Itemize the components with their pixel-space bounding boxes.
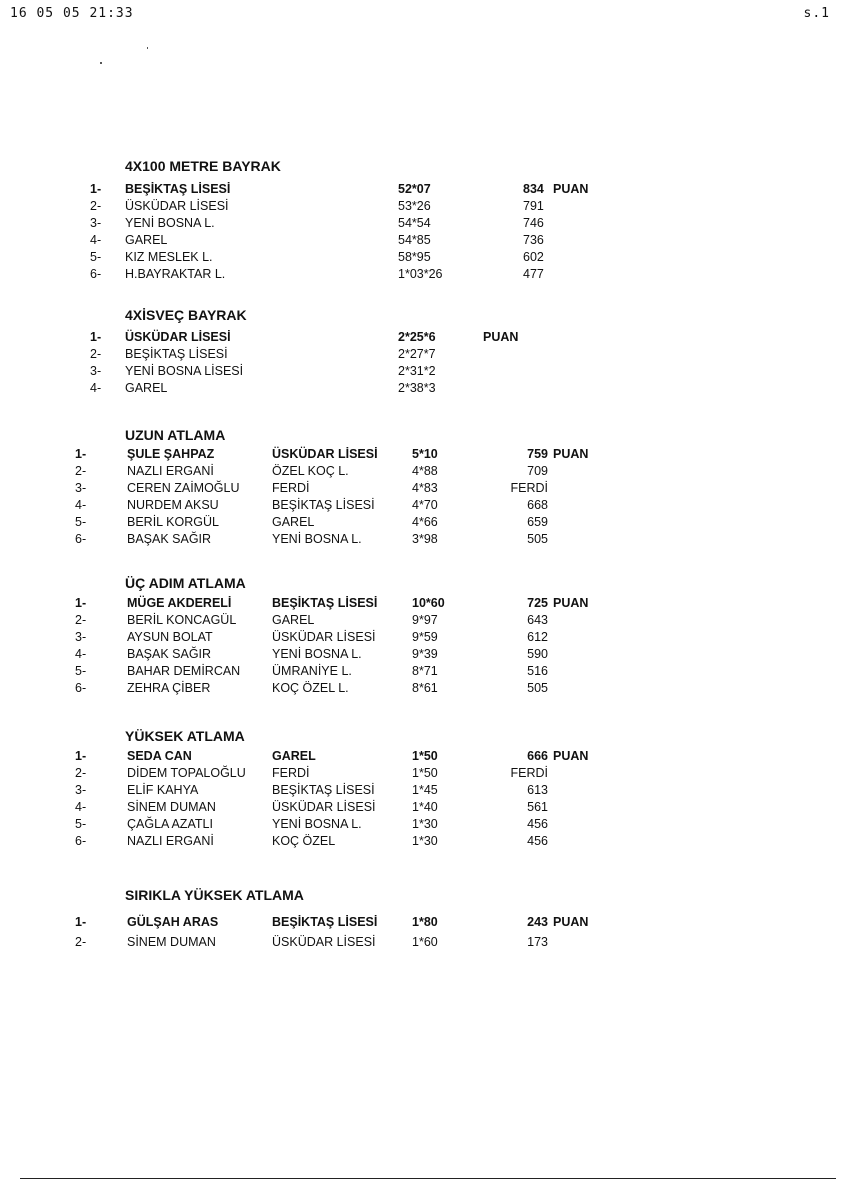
result-row	[0, 347, 844, 364]
time: 52*07	[398, 182, 431, 196]
result-row	[0, 664, 844, 681]
result: 4*70	[412, 498, 438, 512]
school: ÜSKÜDAR LİSESİ	[272, 630, 376, 644]
points: 243	[527, 915, 548, 929]
points: 709	[527, 464, 548, 478]
result-row	[0, 630, 844, 647]
rank: 5-	[75, 515, 87, 529]
school: ÜMRANİYE L.	[272, 664, 352, 678]
rank: 4-	[75, 800, 87, 814]
section-title: UZUN ATLAMA	[125, 427, 226, 443]
points: 736	[523, 233, 544, 247]
result: 4*83	[412, 481, 438, 495]
result-row	[0, 783, 844, 800]
rank: 6-	[75, 532, 87, 546]
result-row	[0, 464, 844, 481]
result: 4*88	[412, 464, 438, 478]
rank: 5-	[90, 250, 102, 264]
athlete-name: BERİL KONCAGÜL	[127, 613, 237, 627]
school: ÜSKÜDAR LİSESİ	[272, 447, 378, 461]
school: ÜSKÜDAR LİSESİ	[272, 800, 376, 814]
team-name: YENİ BOSNA LİSESİ	[125, 364, 244, 378]
rank: 2-	[75, 935, 87, 949]
time: 2*27*7	[398, 347, 436, 361]
team-name: BEŞİKTAŞ LİSESİ	[125, 347, 228, 361]
result: 1*30	[412, 817, 438, 831]
school: BEŞİKTAŞ LİSESİ	[272, 596, 378, 610]
result-row	[0, 267, 844, 284]
team-name: KIZ MESLEK L.	[125, 250, 213, 264]
result-row	[0, 532, 844, 549]
points: 668	[527, 498, 548, 512]
scan-speck	[147, 47, 148, 49]
athlete-name: NAZLI ERGANİ	[127, 834, 214, 848]
result: 8*71	[412, 664, 438, 678]
result: 1*30	[412, 834, 438, 848]
bottom-rule	[20, 1178, 836, 1179]
result: 1*50	[412, 749, 438, 763]
time: 58*95	[398, 250, 431, 264]
team-name: BEŞİKTAŞ LİSESİ	[125, 182, 231, 196]
section-title: 4X100 METRE BAYRAK	[125, 158, 281, 174]
rank: 3-	[75, 783, 87, 797]
result-row	[0, 749, 844, 766]
result-row	[0, 613, 844, 630]
result: 3*98	[412, 532, 438, 546]
time: 54*54	[398, 216, 431, 230]
points: 666	[527, 749, 548, 763]
athlete-name: BAŞAK SAĞIR	[127, 532, 212, 546]
result-row	[0, 199, 844, 216]
school: FERDİ	[272, 766, 310, 780]
points-unit: PUAN	[553, 915, 589, 929]
rank: 4-	[75, 498, 87, 512]
rank: 3-	[90, 364, 102, 378]
section-title: 4XİSVEÇ BAYRAK	[125, 307, 247, 323]
scan-speck	[100, 62, 102, 64]
team-name: ÜSKÜDAR LİSESİ	[125, 199, 229, 213]
fax-timestamp: 16 05 05 21:33	[10, 6, 134, 21]
result-row	[0, 381, 844, 398]
result: 9*59	[412, 630, 438, 644]
rank: 2-	[90, 199, 102, 213]
result-row	[0, 364, 844, 381]
athlete-name: BERİL KORGÜL	[127, 515, 219, 529]
rank: 1-	[75, 915, 87, 929]
result-row	[0, 330, 844, 347]
result-row	[0, 817, 844, 834]
points: 725	[527, 596, 548, 610]
rank: 3-	[75, 481, 87, 495]
school: KOÇ ÖZEL L.	[272, 681, 349, 695]
school: FERDİ	[272, 481, 310, 495]
team-name: H.BAYRAKTAR L.	[125, 267, 226, 281]
school: YENİ BOSNA L.	[272, 647, 362, 661]
points: 613	[527, 783, 548, 797]
athlete-name: CEREN ZAİMOĞLU	[127, 481, 240, 495]
result: 4*66	[412, 515, 438, 529]
result-row	[0, 182, 844, 199]
points: 456	[527, 817, 548, 831]
points-unit: PUAN	[483, 330, 519, 344]
athlete-name: SİNEM DUMAN	[127, 935, 216, 949]
athlete-name: BAŞAK SAĞIR	[127, 647, 212, 661]
athlete-name: NURDEM AKSU	[127, 498, 219, 512]
result-row	[0, 800, 844, 817]
points: 612	[527, 630, 548, 644]
rank: 2-	[90, 347, 102, 361]
rank: 6-	[75, 681, 87, 695]
result: 1*40	[412, 800, 438, 814]
section-title: ÜÇ ADIM ATLAMA	[125, 575, 246, 591]
athlete-name: AYSUN BOLAT	[127, 630, 213, 644]
rank: 5-	[75, 664, 87, 678]
result-row	[0, 915, 844, 932]
team-name: YENİ BOSNA L.	[125, 216, 215, 230]
points: 759	[527, 447, 548, 461]
section-title: YÜKSEK ATLAMA	[125, 728, 245, 744]
points: 643	[527, 613, 548, 627]
result-row	[0, 216, 844, 233]
athlete-name: ZEHRA ÇİBER	[127, 681, 211, 695]
points-unit: PUAN	[553, 447, 589, 461]
time: 54*85	[398, 233, 431, 247]
athlete-name: SEDA CAN	[127, 749, 192, 763]
points: 791	[523, 199, 544, 213]
result-row	[0, 935, 844, 952]
result: 1*45	[412, 783, 438, 797]
rank: 4-	[90, 381, 102, 395]
points: 173	[527, 935, 548, 949]
athlete-name: ŞULE ŞAHPAZ	[127, 447, 215, 461]
rank: 6-	[90, 267, 102, 281]
team-name: GAREL	[125, 381, 168, 395]
rank: 2-	[75, 464, 87, 478]
points: FERDİ	[510, 766, 548, 780]
school: KOÇ ÖZEL	[272, 834, 336, 848]
result-row	[0, 233, 844, 250]
rank: 1-	[75, 596, 87, 610]
school: ÖZEL KOÇ L.	[272, 464, 349, 478]
rank: 1-	[75, 749, 87, 763]
athlete-name: MÜGE AKDERELİ	[127, 596, 232, 610]
school: YENİ BOSNA L.	[272, 532, 362, 546]
result: 9*39	[412, 647, 438, 661]
result: 1*80	[412, 915, 438, 929]
points-unit: PUAN	[553, 749, 589, 763]
time: 1*03*26	[398, 267, 443, 281]
points: 602	[523, 250, 544, 264]
points: 561	[527, 800, 548, 814]
points-unit: PUAN	[553, 596, 589, 610]
rank: 3-	[75, 630, 87, 644]
team-name: ÜSKÜDAR LİSESİ	[125, 330, 231, 344]
athlete-name: ÇAĞLA AZATLI	[127, 817, 213, 831]
athlete-name: ELİF KAHYA	[127, 783, 199, 797]
athlete-name: BAHAR DEMİRCAN	[127, 664, 241, 678]
school: YENİ BOSNA L.	[272, 817, 362, 831]
points: 746	[523, 216, 544, 230]
time: 53*26	[398, 199, 431, 213]
points: 477	[523, 267, 544, 281]
points: 456	[527, 834, 548, 848]
result: 5*10	[412, 447, 438, 461]
school: GAREL	[272, 749, 316, 763]
team-name: GAREL	[125, 233, 168, 247]
rank: 1-	[75, 447, 87, 461]
result-row	[0, 250, 844, 267]
result-row	[0, 498, 844, 515]
rank: 2-	[75, 766, 87, 780]
school: ÜSKÜDAR LİSESİ	[272, 935, 376, 949]
rank: 3-	[90, 216, 102, 230]
rank: 2-	[75, 613, 87, 627]
result-row	[0, 766, 844, 783]
points: 590	[527, 647, 548, 661]
points: 834	[523, 182, 544, 196]
rank: 1-	[90, 330, 102, 344]
school: GAREL	[272, 515, 315, 529]
rank: 5-	[75, 817, 87, 831]
school: BEŞİKTAŞ LİSESİ	[272, 498, 375, 512]
points-unit: PUAN	[553, 182, 589, 196]
school: BEŞİKTAŞ LİSESİ	[272, 783, 375, 797]
rank: 1-	[90, 182, 102, 196]
result: 10*60	[412, 596, 445, 610]
athlete-name: NAZLI ERGANİ	[127, 464, 214, 478]
rank: 4-	[90, 233, 102, 247]
points: 505	[527, 681, 548, 695]
result: 1*50	[412, 766, 438, 780]
rank: 6-	[75, 834, 87, 848]
result-row	[0, 834, 844, 851]
athlete-name: DİDEM TOPALOĞLU	[127, 766, 246, 780]
athlete-name: SİNEM DUMAN	[127, 800, 216, 814]
result: 9*97	[412, 613, 438, 627]
result-row	[0, 481, 844, 498]
points: FERDİ	[510, 481, 548, 495]
time: 2*25*6	[398, 330, 436, 344]
result: 8*61	[412, 681, 438, 695]
points: 505	[527, 532, 548, 546]
result-row	[0, 681, 844, 698]
result-row	[0, 447, 844, 464]
points: 659	[527, 515, 548, 529]
result: 1*60	[412, 935, 438, 949]
result-row	[0, 647, 844, 664]
athlete-name: GÜLŞAH ARAS	[127, 915, 219, 929]
result-row	[0, 596, 844, 613]
rank: 4-	[75, 647, 87, 661]
time: 2*31*2	[398, 364, 436, 378]
time: 2*38*3	[398, 381, 436, 395]
school: BEŞİKTAŞ LİSESİ	[272, 915, 378, 929]
result-row	[0, 515, 844, 532]
points: 516	[527, 664, 548, 678]
school: GAREL	[272, 613, 315, 627]
page-number: s.1	[803, 6, 830, 21]
section-title: SIRIKLA YÜKSEK ATLAMA	[125, 887, 304, 903]
